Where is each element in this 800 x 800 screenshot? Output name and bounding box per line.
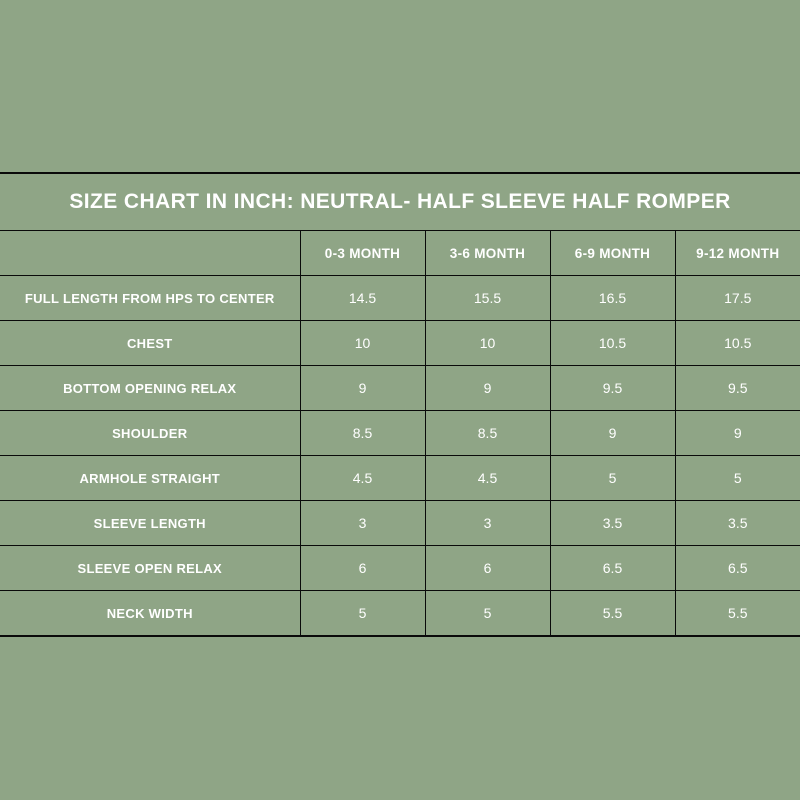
row-value: 6.5: [550, 546, 675, 591]
table-row: [0, 591, 800, 636]
column-header-3-6-month: 3-6 MONTH: [425, 231, 550, 276]
row-value: 3: [300, 501, 425, 546]
row-value: 5.5: [675, 591, 800, 636]
row-value: 9.5: [675, 366, 800, 411]
row-value: 15.5: [425, 276, 550, 321]
row-value: 10: [300, 321, 425, 366]
table-row: [0, 366, 800, 411]
size-chart-table: [0, 174, 800, 635]
row-value: 5.5: [550, 591, 675, 636]
row-label: SHOULDER: [0, 411, 300, 456]
row-value: 10: [425, 321, 550, 366]
header-corner-cell: [0, 231, 300, 276]
row-value: 17.5: [675, 276, 800, 321]
row-label: SLEEVE OPEN RELAX: [0, 546, 300, 591]
table-header-row: [0, 231, 800, 276]
row-value: 6.5: [675, 546, 800, 591]
row-value: 3: [425, 501, 550, 546]
table-row: [0, 276, 800, 321]
row-label: CHEST: [0, 321, 300, 366]
table-row: [0, 501, 800, 546]
table-row: [0, 456, 800, 501]
row-value: 9: [550, 411, 675, 456]
row-label: FULL LENGTH FROM HPS TO CENTER: [0, 276, 300, 321]
row-value: 5: [425, 591, 550, 636]
row-value: 3.5: [675, 501, 800, 546]
row-value: 14.5: [300, 276, 425, 321]
row-value: 5: [675, 456, 800, 501]
row-label: BOTTOM OPENING RELAX: [0, 366, 300, 411]
row-value: 6: [425, 546, 550, 591]
row-value: 10.5: [675, 321, 800, 366]
row-value: 9: [675, 411, 800, 456]
page-title: SIZE CHART IN INCH: NEUTRAL- HALF SLEEVE HALF ROMPER: [0, 174, 800, 231]
row-value: 10.5: [550, 321, 675, 366]
row-value: 6: [300, 546, 425, 591]
size-chart-container: [0, 172, 800, 637]
row-value: 8.5: [300, 411, 425, 456]
row-value: 5: [550, 456, 675, 501]
row-value: 16.5: [550, 276, 675, 321]
column-header-6-9-month: 6-9 MONTH: [550, 231, 675, 276]
row-value: 4.5: [300, 456, 425, 501]
table-row: [0, 411, 800, 456]
row-value: 3.5: [550, 501, 675, 546]
row-value: 9: [425, 366, 550, 411]
row-value: 5: [300, 591, 425, 636]
row-label: ARMHOLE STRAIGHT: [0, 456, 300, 501]
row-label: NECK WIDTH: [0, 591, 300, 636]
row-value: 4.5: [425, 456, 550, 501]
row-value: 8.5: [425, 411, 550, 456]
table-row: [0, 546, 800, 591]
row-value: 9.5: [550, 366, 675, 411]
chart-title-row: [0, 174, 800, 231]
table-row: [0, 321, 800, 366]
column-header-9-12-month: 9-12 MONTH: [675, 231, 800, 276]
row-value: 9: [300, 366, 425, 411]
row-label: SLEEVE LENGTH: [0, 501, 300, 546]
column-header-0-3-month: 0-3 MONTH: [300, 231, 425, 276]
